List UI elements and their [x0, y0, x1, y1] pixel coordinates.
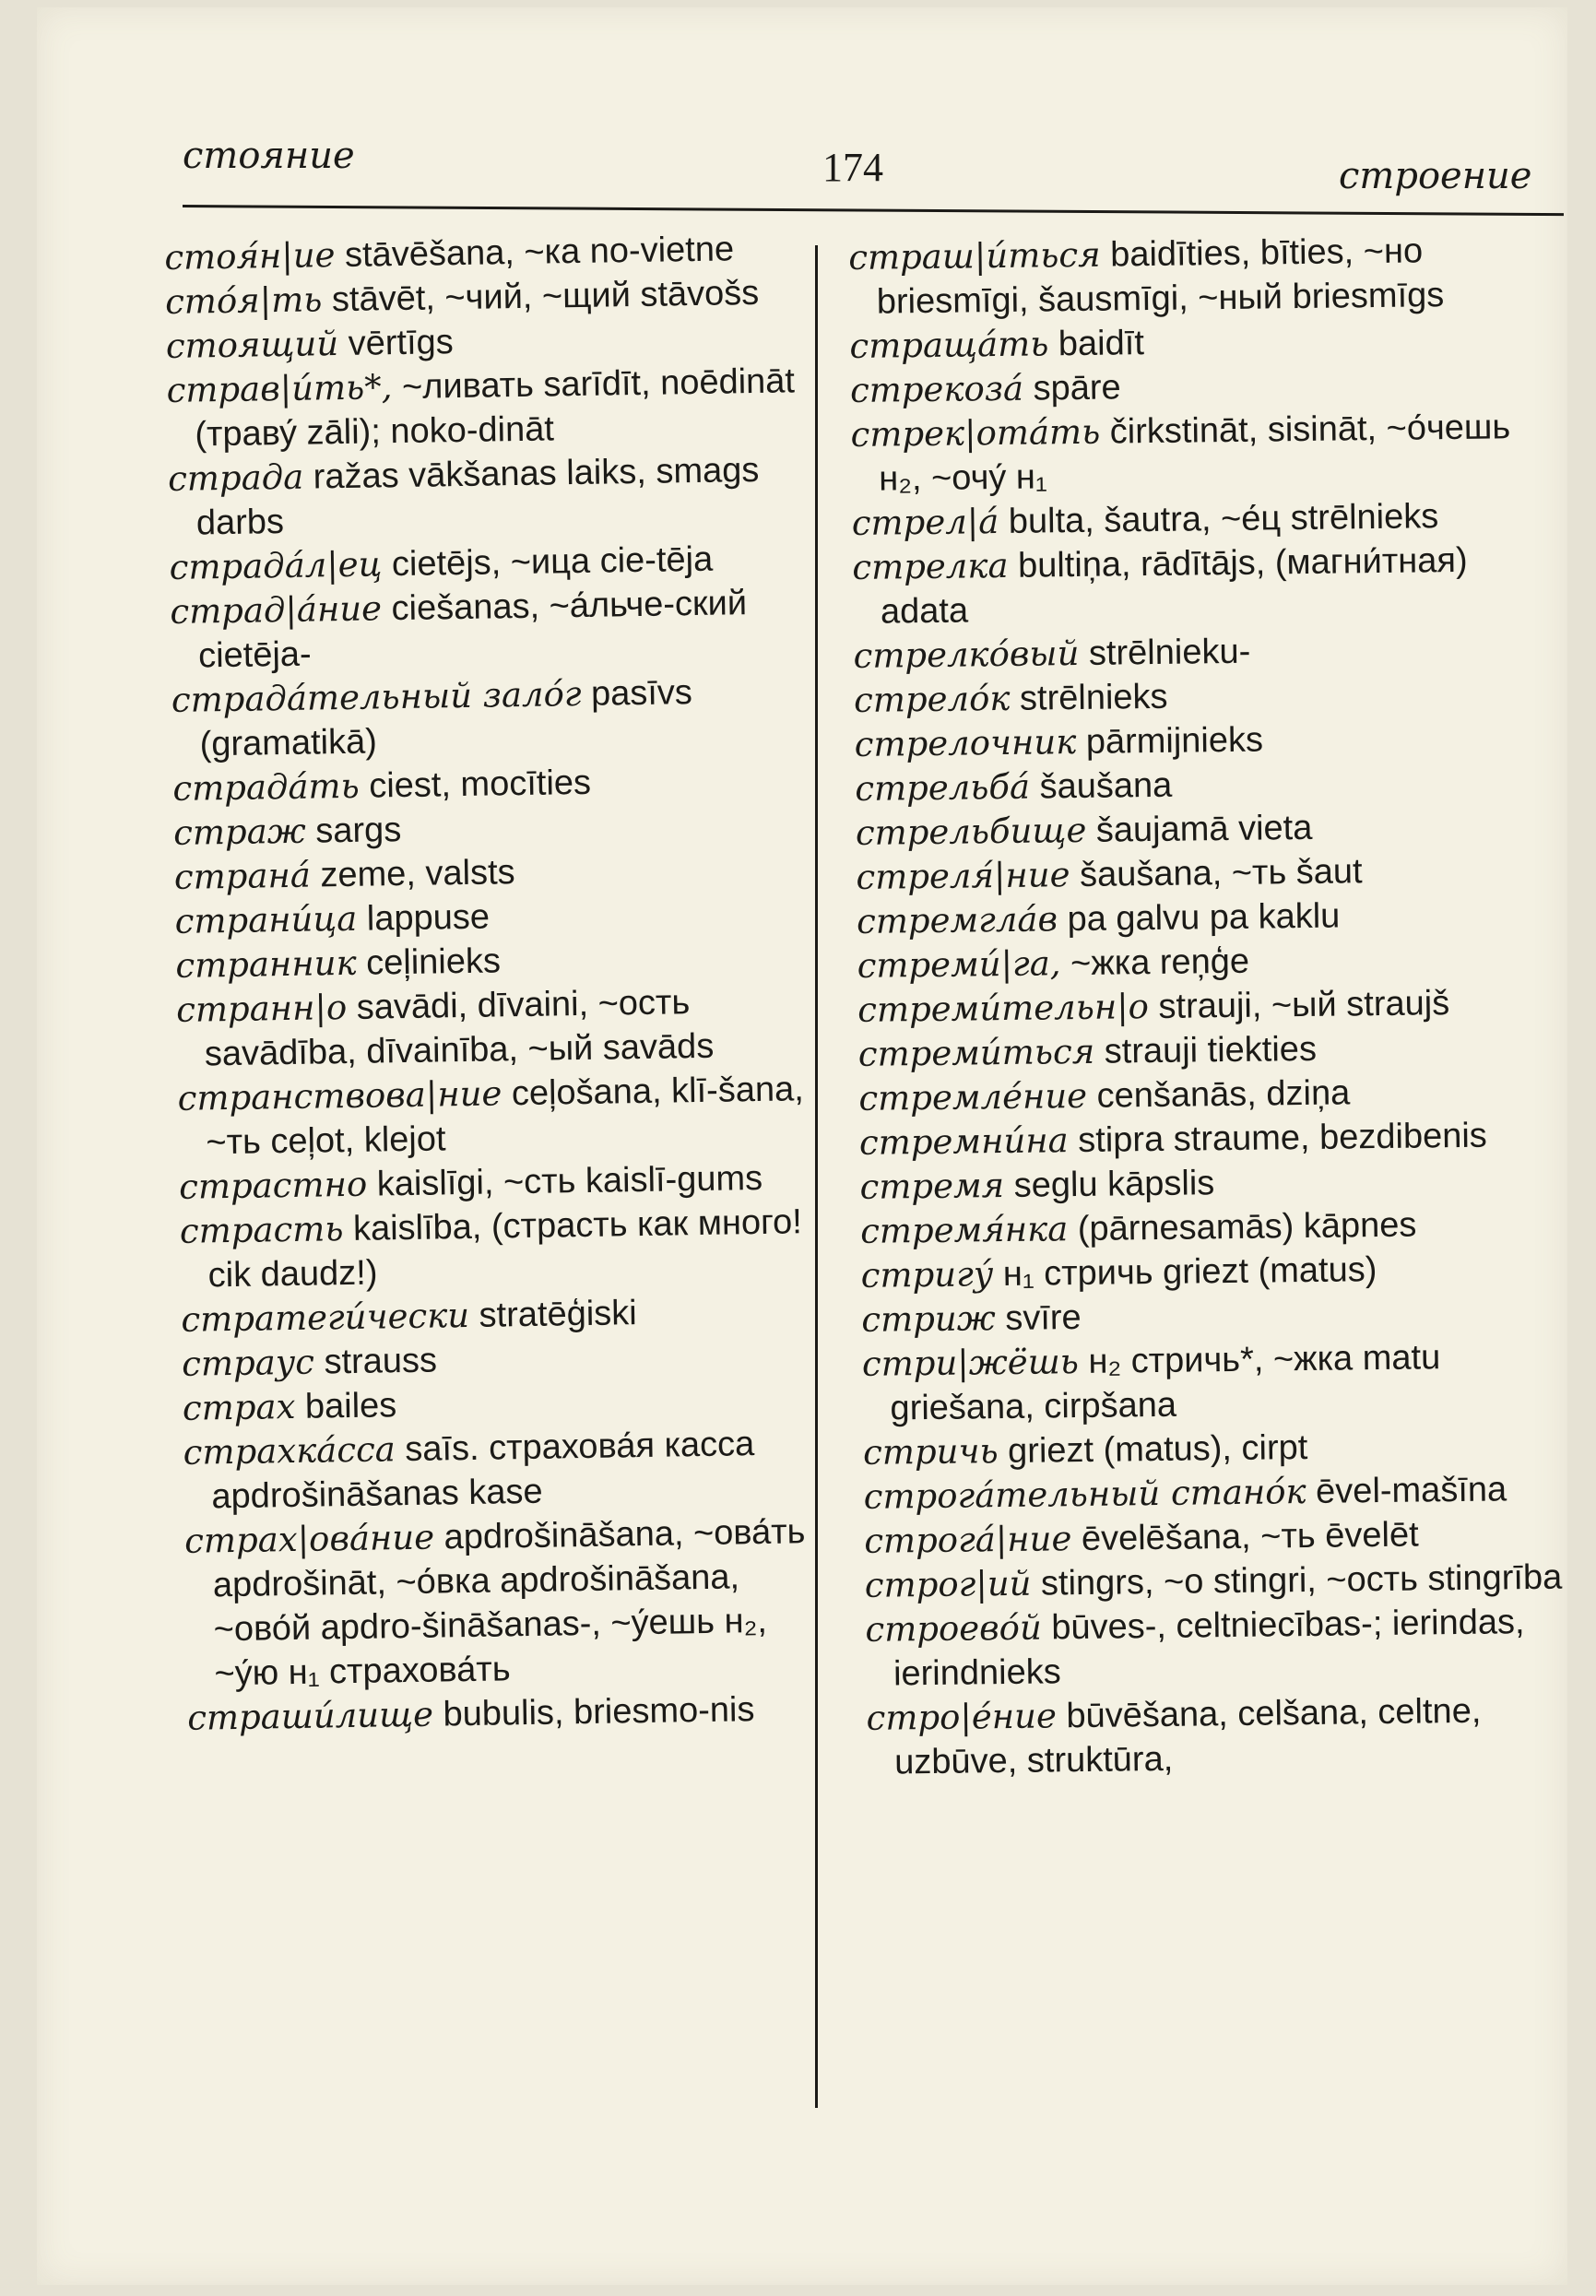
entry-translation: saīs. страхова́я касса apdrošināšanas kase: [211, 1424, 765, 1517]
entry-translation: bultiņa, rādītājs, (магни́тная) adata: [880, 540, 1478, 632]
entry-headword: стрел|а́: [851, 502, 999, 543]
entry-translation: (pārnesamās) kāpnes: [1068, 1205, 1417, 1249]
entry-headword: стрелко́вый: [853, 633, 1080, 676]
entry-headword: стремя́нка: [859, 1209, 1069, 1251]
entry-headword: стреми́ться: [857, 1031, 1095, 1074]
entry-translation: ceļošana, klī-šana, ~ть ceļot, klejot: [206, 1070, 814, 1163]
entry-translation: griezt (matus), cirpt: [998, 1428, 1308, 1472]
entry-translation: lappuse: [356, 897, 491, 939]
entry-headword: страхка́сса: [183, 1429, 396, 1473]
entry-translation: cenšanās, dziņa: [1086, 1073, 1351, 1116]
entry-headword: строга́|ние: [864, 1519, 1072, 1561]
header-last-word: строение: [1339, 155, 1532, 197]
entry-headword: страш|и́ться: [848, 234, 1101, 278]
entry-translation: strauss: [313, 1341, 438, 1382]
entry-headword: стрело́к: [853, 678, 1011, 720]
entry-translation: bubulis, briesmo-nis: [432, 1690, 755, 1734]
entry-translation: stāvēt, ~чий, ~щий stāvošs: [322, 273, 760, 320]
dictionary-page: [37, 7, 1567, 2285]
dictionary-entry: [187, 1686, 833, 1741]
entry-translation: spāre: [1023, 368, 1121, 408]
header-first-word: стояние: [183, 135, 355, 177]
left-column: [164, 226, 833, 1741]
entry-translation: strēlnieku-: [1079, 632, 1251, 673]
entry-headword: стремни́на: [858, 1120, 1069, 1163]
dictionary-entry: [850, 405, 1561, 502]
entry-headword: странствова|ние: [177, 1073, 502, 1118]
entry-headword: страда́ть: [172, 765, 361, 809]
entry-translation: šaušana: [1029, 765, 1173, 807]
entry-translation: stingrs, ~о stingri, ~ость stingrība: [1031, 1557, 1563, 1604]
entry-translation: sargs: [305, 811, 402, 851]
entry-headword: строево́й: [865, 1607, 1043, 1650]
entry-headword: стреми́|га,: [857, 943, 1061, 986]
entry-headword: стоя́н|ие: [164, 235, 336, 278]
dictionary-entry: [183, 1421, 829, 1520]
entry-translation: bulta, šautra, ~е́ц strēlnieks: [999, 497, 1439, 542]
entry-translation: svīre: [995, 1298, 1082, 1339]
entry-headword: страда́л|ец: [169, 544, 383, 587]
entry-translation: pa galvu pa kaklu: [1057, 896, 1341, 940]
entry-headword: страус: [181, 1342, 315, 1384]
entry-headword: стоящий: [165, 324, 339, 366]
entry-translation: bailes: [295, 1386, 397, 1426]
dictionary-entry: [184, 1509, 833, 1697]
entry-headword: страши́лище: [186, 1694, 434, 1738]
entry-headword: стрельбище: [855, 810, 1087, 853]
entry-translation: stāvēšana, ~ка no-vietne: [335, 230, 735, 276]
entry-headword: стремле́ние: [858, 1075, 1088, 1118]
entry-headword: страх|ова́ние: [183, 1517, 435, 1561]
entry-headword: страх: [182, 1386, 296, 1428]
dictionary-entry: [166, 359, 812, 457]
page-number: 174: [822, 145, 883, 190]
entry-headword: страв|и́ть*,: [166, 367, 393, 410]
entry-translation: kaislīgi, ~сть kaislī-gums: [366, 1158, 763, 1204]
entry-headword: стремгла́в: [856, 899, 1058, 941]
entry-headword: странн|о: [175, 987, 348, 1030]
entry-headword: стриж: [861, 1298, 997, 1340]
dictionary-entry: [859, 1113, 1570, 1166]
entry-headword: страсть: [179, 1209, 344, 1251]
entry-headword: стрелочник: [854, 722, 1077, 764]
entry-translation: cietējs, ~ица cie-tēja: [382, 539, 714, 585]
entry-headword: стрелка: [852, 545, 1009, 587]
entry-headword: страстно: [178, 1164, 368, 1207]
entry-headword: стричь: [862, 1431, 999, 1473]
entry-translation: strauji, ~ый straujš: [1148, 984, 1450, 1027]
entry-translation: pārmijnieks: [1076, 720, 1264, 763]
entry-translation: н₂ стричь*, ~жка matu griešana, cirpšana: [890, 1338, 1451, 1428]
entry-translation: zeme, valsts: [310, 853, 515, 895]
entry-translation: ~жка reņģe: [1060, 941, 1250, 984]
entry-translation: baidīties, bīties, ~но briesmīgi, šausmīgi, ~ный briesmīgs: [876, 231, 1445, 322]
entry-headword: стреля́|ние: [856, 855, 1070, 897]
entry-translation: ceļinieks: [356, 941, 502, 983]
entry-translation: ražas vākšanas laiks, smags darbs: [195, 450, 770, 543]
entry-headword: страд|а́ние: [170, 588, 383, 632]
entry-headword: стригу́: [860, 1254, 994, 1296]
header-rule: [183, 205, 1564, 216]
entry-translation: apdrošināšana, ~ова́ть apdrošināt, ~о́вка apdrošināšana, ~ово́й apdro-šināšanas-, ~у́ешь н₂, ~у́ю н₁ страхова́ть: [212, 1512, 816, 1694]
entry-headword: стро|е́ние: [866, 1696, 1058, 1738]
entry-translation: čirkstināt, sisināt, ~о́чешь н₂, ~очу́ н₁: [878, 408, 1520, 499]
entry-headword: стратеги́чески: [181, 1295, 470, 1340]
entry-headword: страна́: [173, 855, 312, 897]
entry-headword: страж: [172, 811, 307, 853]
entry-translation: būves-, celtniecības-; ierindas, ierindnieks: [893, 1603, 1535, 1694]
entry-translation: stipra straume, bezdibenis: [1068, 1116, 1488, 1161]
entry-headword: страща́ть: [849, 324, 1049, 366]
entry-headword: страни́ца: [174, 898, 358, 941]
right-column: [848, 228, 1577, 1785]
entry-translation: būvēšana, celšana, celtne, uzbūve, struktūra,: [893, 1691, 1492, 1782]
entry-headword: стрельба́: [855, 766, 1031, 809]
entry-headword: стрек|ота́ть: [850, 411, 1101, 455]
dictionary-entry: [170, 580, 816, 679]
entry-headword: строга́тельный стано́к: [863, 1472, 1306, 1517]
dictionary-entry: [866, 1687, 1577, 1784]
entry-translation: strauji tiekties: [1094, 1029, 1318, 1071]
entry-translation: stratēģiski: [468, 1294, 637, 1335]
entry-headword: странник: [175, 942, 357, 986]
entry-translation: ciest, mocīties: [359, 763, 592, 806]
dictionary-entry: [865, 1599, 1576, 1696]
entry-translation: vērtīgs: [337, 323, 455, 364]
entry-translation: šaušana, ~ть šaut: [1070, 852, 1363, 895]
entry-headword: стреми́тельн|о: [857, 987, 1150, 1030]
entry-translation: ciešanas, ~а́льче-ский cietēja-: [197, 583, 757, 676]
entry-translation: ēvel-mašīna: [1306, 1470, 1507, 1512]
entry-translation: šaujamā vieta: [1086, 808, 1313, 850]
dictionary-entry: [176, 978, 822, 1077]
entry-headword: стрекоза́: [849, 368, 1024, 410]
dictionary-entry: [863, 1466, 1574, 1519]
dictionary-entry: [862, 1334, 1573, 1431]
entry-translation: strēlnieks: [1010, 677, 1168, 718]
entry-translation: seglu kāpslis: [1003, 1164, 1215, 1206]
dictionary-entry: [852, 538, 1563, 634]
entry-translation: kaislība, (страсть как много! cik daudz!): [207, 1202, 812, 1296]
entry-headword: стремя: [859, 1166, 1005, 1207]
dictionary-entry: [168, 447, 814, 546]
entry-headword: строг|ий: [864, 1563, 1032, 1605]
entry-headword: страда́тельный зало́г: [171, 673, 582, 720]
entry-translation: ēvelēšana, ~ть ēvelēt: [1071, 1515, 1419, 1559]
entry-headword: сто́я|ть: [164, 279, 323, 322]
dictionary-entry: [848, 228, 1559, 325]
dictionary-entry: [180, 1200, 826, 1298]
entry-translation: pasīvs (gramatikā): [199, 672, 703, 764]
entry-translation: н₁ стричь griezt (matus): [992, 1250, 1377, 1295]
entry-translation: ~ливать sarīdīt, noēdināt (траву́ zāli); noko-dināt: [195, 361, 805, 455]
dictionary-entry: [171, 669, 818, 767]
dictionary-entry: [177, 1067, 823, 1166]
entry-headword: страда: [167, 456, 304, 499]
entry-translation: savādi, dīvaini, ~ость savādība, dīvainība, ~ый savāds: [204, 982, 715, 1074]
entry-headword: стри|жёшь: [861, 1342, 1080, 1384]
entry-translation: baidīt: [1048, 324, 1145, 364]
